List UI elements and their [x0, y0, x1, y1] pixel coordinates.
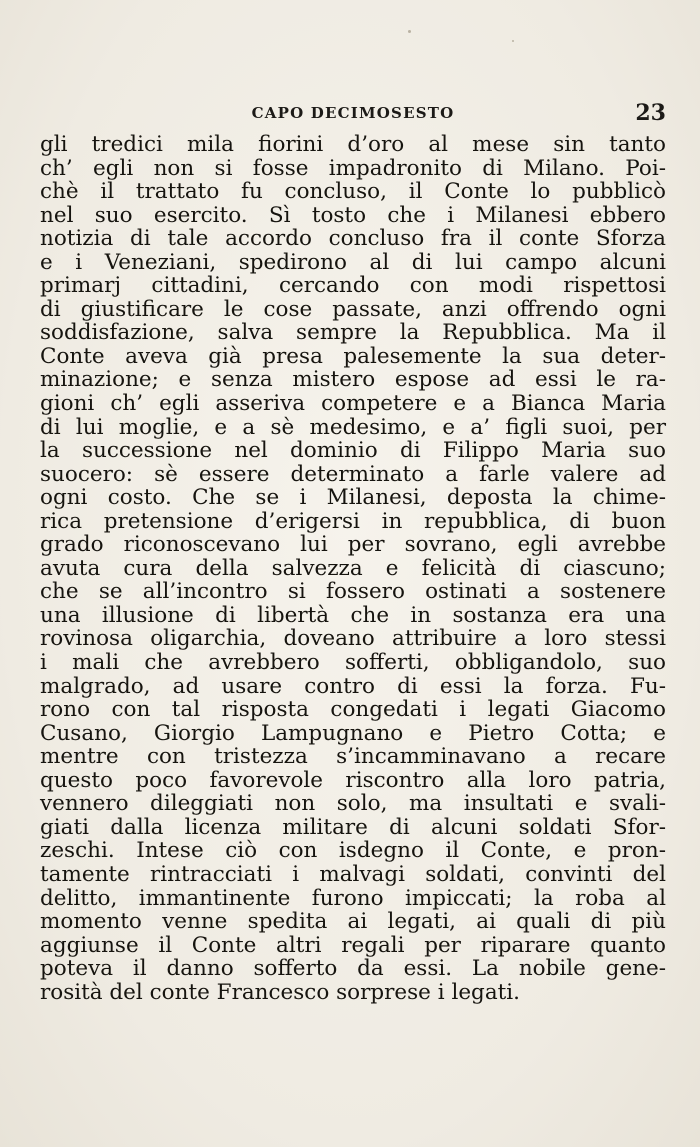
text-line: avuta cura della salvezza e felicità di ciascuno;: [40, 555, 666, 581]
text-line: zeschi. Intese ciò con isdegno il Conte, e pron-: [40, 838, 666, 864]
text-line: notizia di tale accordo concluso fra il conte Sforza: [40, 226, 666, 252]
text-line: nel suo esercito. Sì tosto che i Milanesi ebbero: [40, 202, 666, 228]
text-line: i mali che avrebbero sofferti, obbligandolo, suo: [40, 650, 666, 676]
text-line: Conte aveva già presa palesemente la sua deter-: [40, 343, 666, 369]
text-line: primarj cittadini, cercando con modi rispettosi: [40, 273, 666, 299]
text-line: che se all’incontro si fossero ostinati a sostenere: [40, 579, 666, 605]
text-line: la successione nel dominio di Filippo Maria suo: [40, 438, 666, 464]
text-line: soddisfazione, salva sempre la Repubblica. Ma il: [40, 320, 666, 346]
text-line: rono con tal risposta congedati i legati Giacomo: [40, 697, 666, 723]
running-head: [40, 100, 666, 130]
text-line: vennero dileggiati non solo, ma insultati e svali-: [40, 791, 666, 817]
text-line: tamente rintracciati i malvagi soldati, convinti del: [40, 861, 666, 887]
text-line: ch’ egli non si fosse impadronito di Milano. Poi-: [40, 155, 666, 181]
text-line: grado riconoscevano lui per sovrano, egli avrebbe: [40, 532, 666, 558]
paper-speck: [512, 40, 514, 42]
paper-speck: [408, 30, 411, 33]
text-line: minazione; e senza mistero espose ad essi le ra-: [40, 367, 666, 393]
text-line: gli tredici mila fiorini d’oro al mese sin tanto: [40, 132, 666, 157]
text-line: ogni costo. Che se i Milanesi, deposta la chime-: [40, 485, 666, 511]
text-line: rica pretensione d’erigersi in repubblica, di buon: [40, 508, 666, 534]
text-line: suocero: sè essere determinato a farle valere ad: [40, 461, 666, 487]
running-title: CAPO DECIMOSESTO: [251, 104, 455, 122]
text-line: di giustificare le cose passate, anzi offrendo ogni: [40, 296, 666, 322]
text-line: di lui moglie, e a sè medesimo, e a’ figli suoi, per: [40, 414, 666, 440]
text-line: rovinosa oligarchia, doveano attribuire a loro stessi: [40, 626, 666, 652]
text-line: poteva il danno sofferto da essi. La nobile gene-: [40, 956, 666, 982]
text-line: Cusano, Giorgio Lampugnano e Pietro Cotta; e: [40, 720, 666, 746]
body-text: [40, 133, 666, 1004]
text-line: momento venne spedita ai legati, ai quali di più: [40, 909, 666, 935]
text-line: una illusione di libertà che in sostanza era una: [40, 602, 666, 628]
text-line: e i Veneziani, spedirono al di lui campo alcuni: [40, 249, 666, 275]
text-line: aggiunse il Conte altri regali per riparare quanto: [40, 932, 666, 958]
page-number: 23: [635, 100, 666, 126]
text-line: questo poco favorevole riscontro alla loro patria,: [40, 767, 666, 793]
text-line: gioni ch’ egli asseriva competere e a Bianca Maria: [40, 391, 666, 417]
text-line: malgrado, ad usare contro di essi la forza. Fu-: [40, 673, 666, 699]
text-line: giati dalla licenza militare di alcuni soldati Sfor-: [40, 814, 666, 840]
text-line: mentre con tristezza s’incamminavano a recare: [40, 744, 666, 770]
text-line: chè il trattato fu concluso, il Conte lo pubblicò: [40, 179, 666, 205]
text-line: delitto, immantinente furono impiccati; la roba al: [40, 885, 666, 911]
text-line: rosità del conte Francesco sorprese i legati.: [40, 979, 520, 1005]
